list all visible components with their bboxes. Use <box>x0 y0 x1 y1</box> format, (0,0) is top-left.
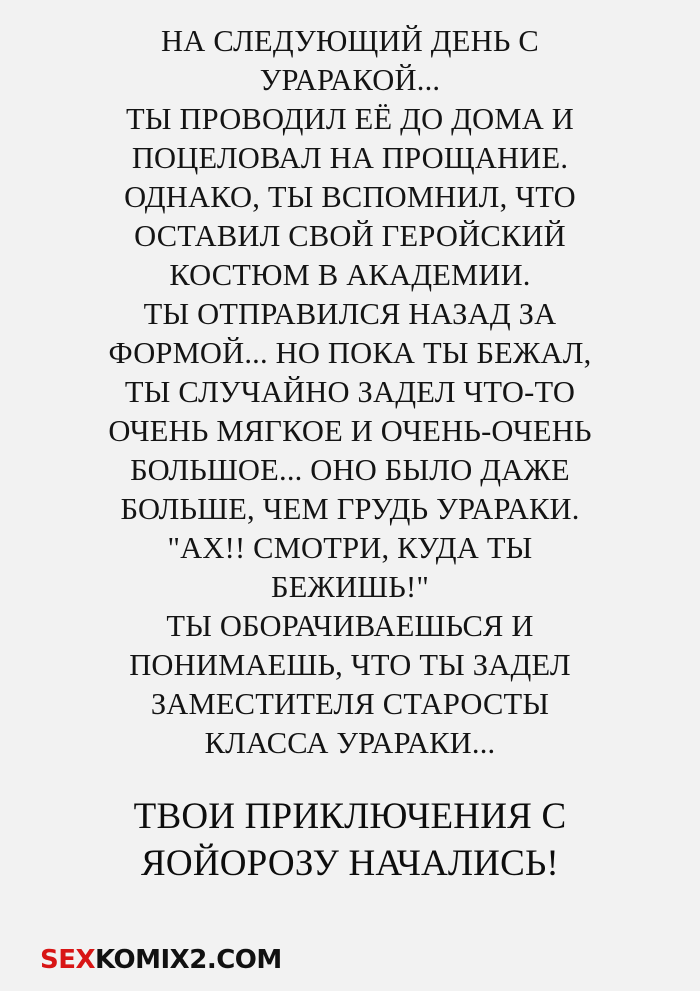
narration-line: ОЧЕНЬ МЯГКОЕ И ОЧЕНЬ-ОЧЕНЬ <box>108 414 592 448</box>
watermark-prefix: SEX <box>40 945 96 975</box>
narration-line: ТЫ ОБОРАЧИВАЕШЬСЯ И <box>166 609 534 643</box>
narration-line: ОСТАВИЛ СВОЙ ГЕРОЙСКИЙ <box>134 219 566 253</box>
finale-block <box>20 793 680 887</box>
narration-line: ТЫ СЛУЧАЙНО ЗАДЕЛ ЧТО-ТО <box>124 375 576 409</box>
narration-line: КЛАССА УРАРАКИ... <box>204 726 496 760</box>
narration-line: НА СЛЕДУЮЩИЙ ДЕНЬ С <box>161 24 539 58</box>
narration-line: ЗАМЕСТИТЕЛЯ СТАРОСТЫ <box>150 687 550 721</box>
finale-line: ЯОЙОРОЗУ НАЧАЛИСЬ! <box>141 843 559 884</box>
narration-line: БЕЖИШЬ!" <box>271 570 429 604</box>
narration-block <box>20 22 680 763</box>
narration-line: ПОНИМАЕШЬ, ЧТО ТЫ ЗАДЕЛ <box>129 648 571 682</box>
narration-line: ФОРМОЙ... НО ПОКА ТЫ БЕЖАЛ, <box>108 336 592 370</box>
narration-line: ТЫ ОТПРАВИЛСЯ НАЗАД ЗА <box>143 297 557 331</box>
narration-line: БОЛЬШОЕ... ОНО БЫЛО ДАЖЕ <box>130 453 570 487</box>
narration-line: "АХ!! СМОТРИ, КУДА ТЫ <box>167 531 533 565</box>
narration-line: УРАРАКОЙ... <box>259 63 441 97</box>
narration-line: ОДНАКО, ТЫ ВСПОМНИЛ, ЧТО <box>124 180 576 214</box>
narration-line: ТЫ ПРОВОДИЛ ЕЁ ДО ДОМА И <box>125 102 574 136</box>
watermark-suffix: KOMIX2.COM <box>95 945 282 975</box>
narration-line: ПОЦЕЛОВАЛ НА ПРОЩАНИЕ. <box>131 141 569 175</box>
narration-line: БОЛЬШЕ, ЧЕМ ГРУДЬ УРАРАКИ. <box>120 492 580 526</box>
narration-line: КОСТЮМ В АКАДЕМИИ. <box>169 258 531 292</box>
finale-line: ТВОИ ПРИКЛЮЧЕНИЯ С <box>133 796 567 837</box>
site-watermark <box>40 947 282 973</box>
